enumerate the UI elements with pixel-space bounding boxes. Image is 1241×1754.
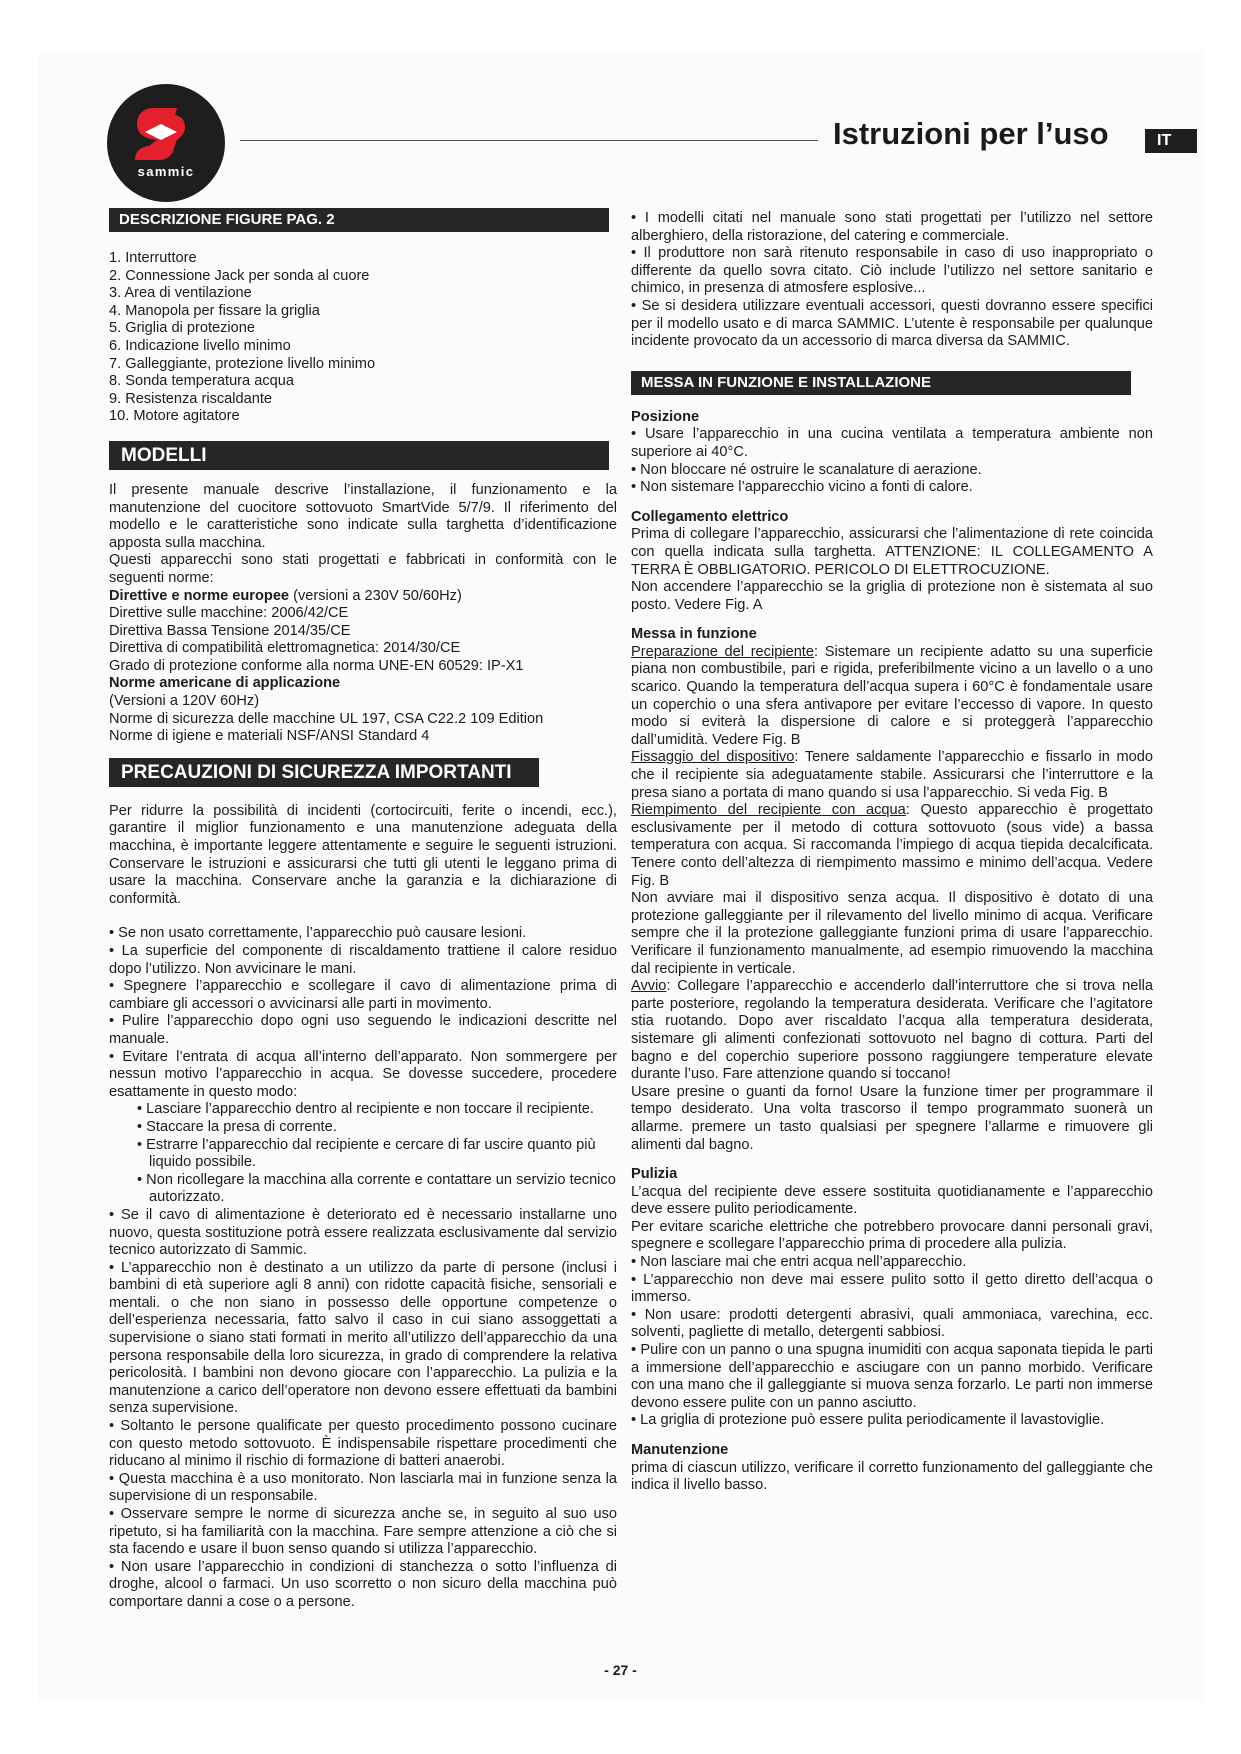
safety-sub-list — [109, 1101, 617, 1207]
eu-norm-line: Direttiva Bassa Tensione 2014/35/CE — [109, 622, 351, 639]
figure-list-item: 10. Motore agitatore — [109, 408, 240, 425]
safety-bullet: • Questa macchina è a uso monitorato. Non lasciarla mai in funzione senza la supervisione di un responsabile. — [109, 1470, 617, 1505]
section-heading-sicurezza: PRECAUZIONI DI SICUREZZA IMPORTANTI — [109, 758, 539, 787]
presine-paragraph: Usare presine o guanti da forno! Usare la funzione timer per programmare il tempo desiderato. Una volta trascorso il tempo programmato suonerà un allarme. premere un tasto qualsiasi per spegnere l’allarme e rimuovere gli alimenti dal bagno. — [631, 1083, 1153, 1153]
page-number: - 27 - — [604, 1662, 637, 1678]
safety-sub-bullet: • Staccare la presa di corrente. — [137, 1118, 337, 1135]
us-norm-line: (Versioni a 120V 60Hz) — [109, 693, 260, 710]
figure-list-item: 6. Indicazione livello minimo — [109, 337, 291, 354]
sammic-s-mark-icon — [107, 84, 225, 202]
section-heading-installazione: MESSA IN FUNZIONE E INSTALLAZIONE — [631, 371, 1131, 395]
safety-sub-bullet: • Lasciare l’apparecchio dentro al recipiente e non toccare il recipiente. — [137, 1101, 594, 1118]
left-column — [109, 208, 617, 1612]
safety-bullet: • Se il cavo di alimentazione è deteriorato ed è necessario installarne uno nuovo, questa sostituzione potrà essere realizzata esclusivamente dal servizio tecnico autorizzato di Sammic. — [109, 1206, 617, 1259]
figure-list-item: 4. Manopola per fissare la griglia — [109, 302, 320, 319]
riempimento-paragraph — [631, 802, 1153, 890]
figure-list-item: 5. Griglia di protezione — [109, 320, 256, 337]
safety-sub-bullet: • Estrarre l’apparecchio dal recipiente e cercare di far uscire quanto più liquido possibile. — [137, 1136, 596, 1171]
pulizia-bullet: • Non lasciare mai che entri acqua nell’apparecchio. — [631, 1254, 967, 1271]
eu-norm-line: Direttiva di compatibilità elettromagnetica: 2014/30/CE — [109, 640, 461, 657]
section-heading-modelli: MODELLI — [109, 441, 609, 470]
fissaggio-label: Fissaggio del dispositivo — [631, 749, 795, 766]
eu-norms-heading — [109, 588, 617, 606]
safety-bullet: • Osservare sempre le norme di sicurezza anche se, in seguito al suo uso ripetuto, si ha familiarità con la macchina. Fare sempre attenzione a ciò che si sta facendo e usare il buon senso quando si utilizza l’apparecchio. — [109, 1506, 617, 1558]
pulizia-bullet: • Non usare: prodotti detergenti abrasivi, quali ammoniaca, varechina, ecc. solventi, pagliette di metallo, detergenti sabbiosi. — [631, 1306, 1153, 1341]
collegamento-paragraph: Prima di collegare l’apparecchio, assicurarsi che l’alimentazione di rete coincida con quella indicata sulla targhetta. ATTENZIONE: IL COLLEGAMENTO A TERRA È OBBLIGATORIO. PERICOLO DI ELETTROCUZIONE. — [631, 526, 1153, 578]
right-column — [631, 210, 1153, 1495]
fissaggio-paragraph — [631, 749, 1153, 802]
figure-list-item: 3. Area di ventilazione — [109, 285, 252, 302]
collegamento-heading: Collegamento elettrico — [631, 508, 789, 525]
safety-bullet: • L’apparecchio non è destinato a un utilizzo da parte di persone (inclusi i bambini di età superiore agli 8 anni) con ridotte capacità fisiche, sensoriali e mentali. o che non siano in possesso delle opportune competenze o dell’esperienza necessaria, fatto salvo il caso in cui siano assoggettati a supervisione o siano stati formati in merito all’utilizzo dell’apparecchio da una persona responsabile della loro sicurezza, in grado di comprendere la relativa pericolosità. I bambini non devono giocare con l’apparecchio. La pulizia e la manutenzione a carico dell’operatore non devono essere effettuati da bambini senza supervisione. — [109, 1259, 617, 1417]
usage-bullet: • Se si desidera utilizzare eventuali accessori, questi dovranno essere specifici per il modello usato e di marca SAMMIC. L’utente è responsabile per qualunque incidente provocato da un accessorio di marca diversa da SAMMIC. — [631, 297, 1153, 350]
eu-norm-line: Direttive sulle macchine: 2006/42/CE — [109, 605, 349, 622]
safety-bullet: • Se non usato correttamente, l’apparecchio può causare lesioni. — [109, 925, 527, 942]
safety-bullet: • Pulire l’apparecchio dopo ogni uso seguendo le indicazioni descritte nel manuale. — [109, 1013, 617, 1047]
language-badge: IT — [1145, 129, 1197, 153]
figure-list-item: 9. Resistenza riscaldante — [109, 390, 273, 407]
messa-in-funzione-heading: Messa in funzione — [631, 626, 757, 643]
eu-norms-note: (versioni a 230V 50/60Hz) — [289, 587, 462, 604]
pulizia-bullet: • La griglia di protezione può essere pulita periodicamente il lavastoviglie. — [631, 1412, 1105, 1429]
safety-bullet: • La superficie del componente di riscaldamento trattiene il calore residuo dopo l’utilizzo. Non avvicinare le mani. — [109, 943, 617, 977]
section-heading-figure: DESCRIZIONE FIGURE PAG. 2 — [109, 208, 609, 232]
eu-norms-title: Direttive e norme europee — [109, 587, 290, 604]
sammic-logo — [107, 84, 225, 202]
safety-bullet: • Non usare l’apparecchio in condizioni di stanchezza o sotto l’influenza di droghe, alcool o farmaci. Un uso scorretto o non sicuro della macchina può comportare danni a cose o a persone. — [109, 1558, 617, 1610]
riempimento-label: Riempimento del recipiente con acqua — [631, 802, 906, 819]
pulizia-bullet: • Pulire con un panno o una spugna inumiditi con acqua saponata tiepida le parti a immersione dell’apparecchio e asciugare con un panno morbido. Verificare con una mano che il galleggiante si muova senza forzarlo. Le parti non immerse devono essere pulite con un panno asciutto. — [631, 1342, 1153, 1411]
figure-list-item: 1. Interruttore — [109, 250, 197, 266]
manutenzione-paragraph: prima di ciascun utilizzo, verificare il corretto funzionamento del galleggiante che indica il livello basso. — [631, 1459, 1153, 1494]
preparazione-label: Preparazione del recipiente — [631, 643, 814, 660]
fissaggio-text: : Tenere saldamente l’apparecchio e fissarlo in modo che il recipiente sia adeguatamente stabile. Assicurarsi che l’interruttore e la presa siano a portata di mano quando si usa l’apparecchio. Si veda Fig. B — [631, 749, 1153, 801]
safety-intro: Per ridurre la possibilità di incidenti (cortocircuiti, ferite o incendi, ecc.), garantire il miglior funzionamento e una manutenzione adeguata della macchina, è importante leggere attentamente e seguire le seguenti istruzioni. Conservare le istruzioni e assicurarsi che tutti gli utenti le leggano prima di usare la macchina. Conservare anche la garanzia e la dichiarazione di conformità. — [109, 802, 617, 907]
modelli-intro: Il presente manuale descrive l’installazione, il funzionamento e la manutenzione del cuocitore sottovuoto SmartVide 5/7/9. Il riferimento del modello e le caratteristiche sono indicate sulla targhetta d’identificazione apposta sulla macchina. — [109, 481, 617, 551]
safety-bullet: • Evitare l’entrata di acqua all’interno dell’apparato. Non sommergere per nessun motivo l’apparecchio in acqua. Se dovesse succedere, procedere esattamente in questo modo: — [109, 1048, 617, 1100]
us-norm-line: Norme di igiene e materiali NSF/ANSI Standard 4 — [109, 728, 430, 745]
logo-brand-text: sammic — [137, 164, 195, 179]
manutenzione-heading: Manutenzione — [631, 1442, 729, 1458]
posizione-bullet: • Non bloccare né ostruire le scanalature di aerazione. — [631, 461, 982, 478]
figure-list-item: 2. Connessione Jack per sonda al cuore — [109, 267, 370, 284]
avvio-text: : Collegare l’apparecchio e accenderlo dall’interruttore che si trova nella parte posteriore, regolando la temperatura desiderata. Verificare che l’agitatore stia ruotando. Dopo aver riscaldato l’acqua alla temperatura desiderata, sistemare gli alimenti confezionati sottovuoto nel bagno di cottura. Parti del bagno e del coperchio superiore possono raggiungere temperature elevate durante l’uso. Fare attenzione quando si toccano! — [631, 978, 1153, 1083]
us-norms-heading: Norme americane di applicazione — [109, 675, 341, 692]
figure-list-item: 8. Sonda temperatura acqua — [109, 373, 294, 390]
modelli-norme-intro: Questi apparecchi sono stati progettati e fabbricati in conformità con le seguenti norme: — [109, 552, 617, 586]
safety-sub-bullet: • Non ricollegare la macchina alla corrente e contattare un servizio tecnico autorizzato. — [137, 1171, 616, 1206]
us-norm-line: Norme di sicurezza delle macchine UL 197, CSA C22.2 109 Edition — [109, 710, 544, 727]
posizione-heading: Posizione — [631, 408, 700, 425]
posizione-bullet: • Usare l’apparecchio in una cucina ventilata a temperatura ambiente non superiore ai 40°C. — [631, 426, 1153, 460]
riempimento-text: : Questo apparecchio è progettato esclusivamente per il metodo di cottura sottovuoto (sous vide) a bassa temperatura con acqua. Si raccomanda l’impiego di acqua tiepida decalcificata. Tenere conto dell’altezza di riempimento massimo e minimo dell’acqua. Vedere Fig. B — [631, 802, 1153, 889]
safety-bullet: • Spegnere l’apparecchio e scollegare il cavo di alimentazione prima di cambiare gli accessori o avvicinarsi alle parti in movimento. — [109, 978, 617, 1012]
avvio-label: Avvio — [631, 978, 667, 995]
preparazione-text: : Sistemare un recipiente adatto su una superficie piana non combustibile, pari e rigida, preferibilmente vicino a un lavello o a uno scarico. Quando la temperatura dell’acqua supera i 60°C è fondamentale usare un coperchio o una sfera antivapore per evitare l’eccesso di vapore. In questo modo si eviterà la dispersione di calore e si proteggerà l’apparecchio dall’umidità. Vedere Fig. B — [631, 643, 1154, 748]
usage-bullet: • Il produttore non sarà ritenuto responsabile in caso di uso inappropriato o differente da quello sovra citato. Ciò include l’utilizzo nel settore sanitario e chimico, in presenza di atmosfere esplosive... — [631, 245, 1153, 297]
pulizia-bullet: • L’apparecchio non deve mai essere pulito sotto il getto diretto dell’acqua o immerso. — [631, 1271, 1153, 1306]
avvio-paragraph — [631, 978, 1153, 1084]
usage-bullet: • I modelli citati nel manuale sono stati progettati per l’utilizzo nel settore alberghiero, della ristorazione, del catering e commerciale. — [631, 210, 1153, 244]
no-acqua-paragraph: Non avviare mai il dispositivo senza acqua. Il dispositivo è dotato di una protezione galleggiante per il rilevamento del livello minimo di acqua. Verificare sempre che il la protezione galleggiante funzioni prima di usare l’apparecchio. Verificare il funzionamento manualmente, ad esempio rimuovendo la macchina dal recipiente in verticale. — [631, 890, 1153, 977]
eu-norm-line: Grado di protezione conforme alla norma UNE-EN 60529: IP-X1 — [109, 657, 524, 674]
preparazione-paragraph — [631, 644, 1153, 750]
posizione-bullet: • Non sistemare l’apparecchio vicino a fonti di calore. — [631, 479, 973, 496]
safety-bullet: • Soltanto le persone qualificate per questo procedimento possono cucinare con questo metodo sottovuoto. È indispensabile rispettare procedimenti che riducano al minimo il rischio di formazione di batteri anaerobi. — [109, 1418, 617, 1470]
figure-list-item: 7. Galleggiante, protezione livello minimo — [109, 355, 376, 372]
header-rule — [240, 140, 818, 141]
pulizia-paragraph: L’acqua del recipiente deve essere sostituita quotidianamente e l’apparecchio deve essere pulito periodicamente. — [631, 1183, 1153, 1218]
pulizia-heading: Pulizia — [631, 1166, 678, 1183]
page-title: Istruzioni per l’uso — [833, 116, 1109, 151]
pulizia-paragraph: Per evitare scariche elettriche che potrebbero provocare danni personali gravi, spegnere e scollegare l’apparecchio prima di procedere alla pulizia. — [631, 1218, 1153, 1253]
collegamento-paragraph: Non accendere l’apparecchio se la griglia di protezione non è sistemata al suo posto. Vedere Fig. A — [631, 579, 1153, 613]
